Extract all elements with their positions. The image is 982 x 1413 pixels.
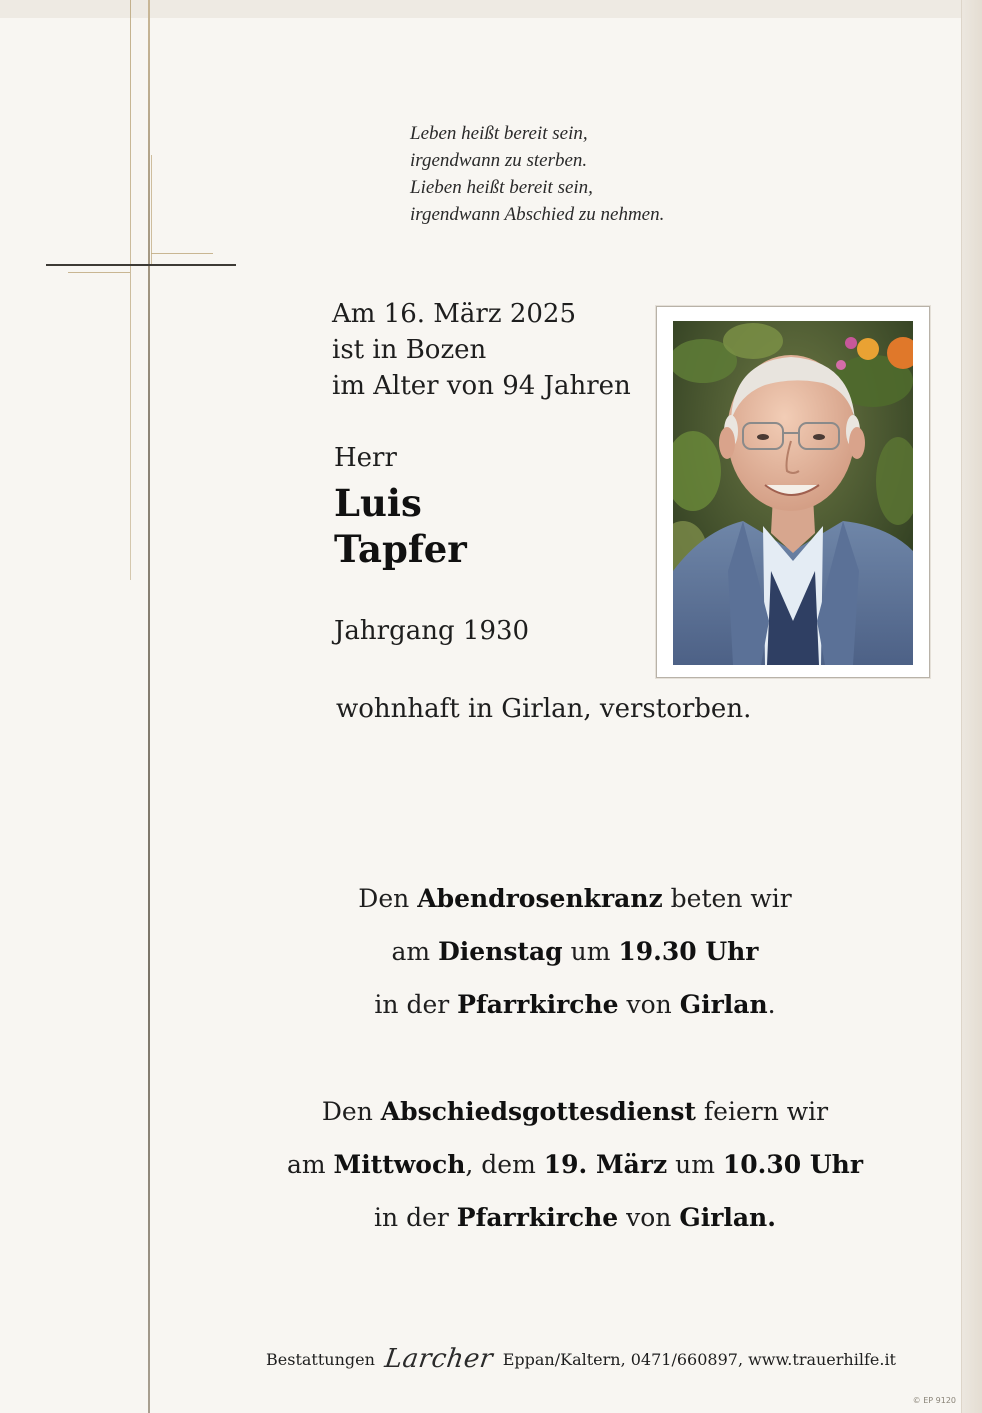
cross-gold-upper-line: [151, 155, 152, 265]
portrait-frame: [656, 306, 930, 678]
poem-line: irgendwann Abschied zu nehmen.: [410, 204, 665, 225]
poem-line: irgendwann zu sterben.: [410, 150, 588, 171]
footer-contact: Eppan/Kaltern, 0471/660897, www.trauerhilfe.it: [502, 1349, 896, 1369]
rosary-announcement: [200, 872, 950, 1031]
death-age: im Alter von 94 Jahren: [332, 371, 631, 401]
poem-line: Lieben heißt bereit sein,: [410, 177, 593, 198]
residence: wohnhaft in Girlan, verstorben.: [336, 694, 752, 724]
deceased-name: [334, 480, 467, 572]
last-name: Tapfer: [334, 527, 467, 571]
death-date: Am 16. März 2025: [332, 299, 576, 329]
print-code: © EP 9120: [912, 1396, 956, 1405]
cross-beam-line: [46, 264, 236, 266]
sheet-right-edge: [961, 0, 982, 1413]
cross-gold-arm-bottom: [68, 272, 130, 273]
rosary-line-2: am Dienstag um 19.30 Uhr: [391, 937, 759, 966]
death-announcement: [332, 296, 631, 404]
funeral-mass-announcement: [200, 1085, 950, 1244]
portrait-photo: [673, 321, 913, 665]
death-place: ist in Bozen: [332, 335, 487, 365]
footer-prefix: Bestattungen: [266, 1349, 375, 1369]
cross-gold-vertical-line: [130, 0, 131, 580]
mass-line-3: in der Pfarrkirche von Girlan.: [374, 1203, 776, 1232]
mass-line-2: am Mittwoch, dem 19. März um 10.30 Uhr: [286, 1150, 864, 1179]
birth-year: Jahrgang 1930: [334, 616, 530, 646]
rosary-line-1: Den Abendrosenkranz beten wir: [358, 884, 792, 913]
cross-gold-arm-top: [151, 253, 213, 254]
memorial-poem: [410, 120, 830, 228]
poem-line: Leben heißt bereit sein,: [410, 123, 588, 144]
cross-main-vertical-line: [148, 0, 150, 1413]
salutation: Herr: [334, 443, 397, 473]
first-name: Luis: [334, 481, 422, 525]
mass-line-1: Den Abschiedsgottesdienst feiern wir: [321, 1097, 829, 1126]
funeral-home-footer: [266, 1344, 896, 1374]
funeral-home-logo: Larcher: [382, 1344, 495, 1374]
rosary-line-3: in der Pfarrkirche von Girlan.: [374, 990, 776, 1019]
